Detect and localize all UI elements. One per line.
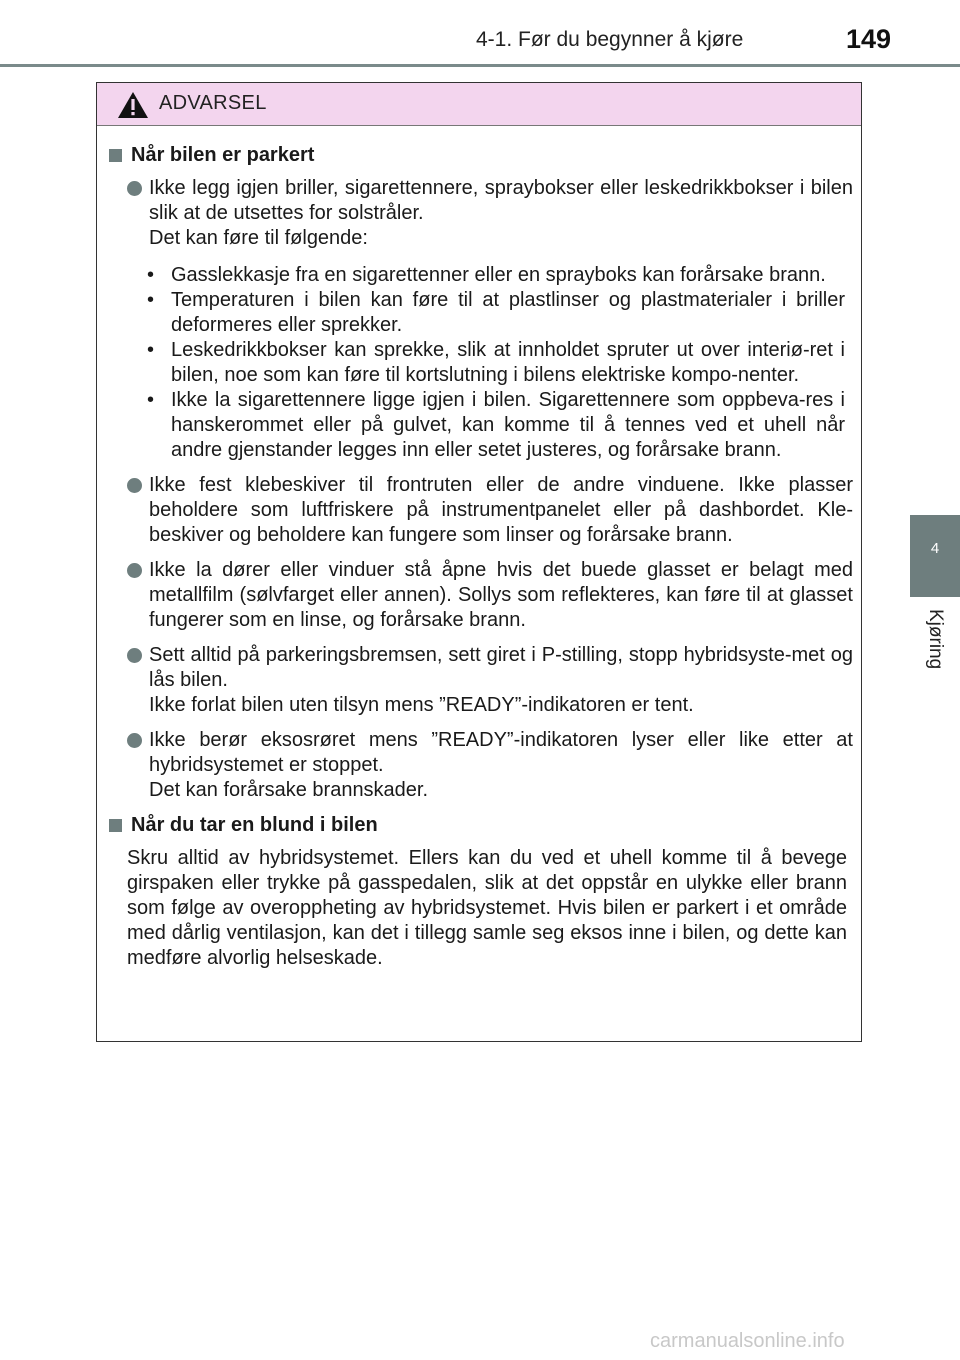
circle-bullet-icon: [127, 733, 142, 748]
chapter-number: 4: [930, 540, 940, 557]
circle-bullet-icon: [127, 478, 142, 493]
bullet-dot-icon: •: [147, 339, 155, 361]
section-heading-parked: [105, 143, 853, 168]
item-text: Det kan føre til følgende:: [149, 227, 368, 249]
square-bullet-icon: [109, 149, 122, 162]
sub-bullet-text: Gasslekkasje fra en sigarettenner eller en sprayboks kan forårsake brann.: [171, 264, 826, 286]
item-text: Det kan forårsake brannskader.: [149, 779, 429, 801]
bullet-dot-icon: •: [147, 289, 155, 311]
sub-bullet-list: [127, 263, 853, 463]
list-item: [105, 176, 853, 463]
bullet-dot-icon: •: [147, 264, 155, 286]
chapter-label: Kjøring: [925, 609, 946, 670]
page-number: 149: [846, 24, 892, 54]
warning-box: [96, 82, 862, 1042]
bullet-dot-icon: •: [147, 389, 155, 411]
section-text: Skru alltid av hybridsystemet. Ellers kan du ved et uhell komme til å bevege girspaken eller trykke på gasspedalen, slik at det oppstår en ulykke eller brann som følge av overoppheting av hybridsystemet. Hvis bilen er parkert i et område med dårlig ventilasjon, kan det i tillegg samle seg eksos inne i bilen, og dette kan medføre alvorlig helseskade.: [127, 847, 847, 969]
list-item: [105, 728, 853, 803]
item-text: Ikke la dører eller vinduer stå åpne hvis det buede glasset er belagt med metallfilm (sølvfarget eller annen). Sollys som reflekteres, kan føre til at glasset fungerer som en linse, og forårsake brann.: [149, 559, 853, 631]
circle-bullet-icon: [127, 563, 142, 578]
circle-bullet-icon: [127, 648, 142, 663]
section-heading-text: Når du tar en blund i bilen: [131, 814, 378, 836]
square-bullet-icon: [109, 819, 122, 832]
list-item: [105, 558, 853, 633]
list-item: [105, 473, 853, 548]
chapter-label-container: [910, 597, 960, 697]
sub-bullet-item: [127, 338, 853, 388]
sub-bullet-item: [127, 288, 853, 338]
item-text: Ikke legg igjen briller, sigarettennere, spraybokser eller leskedrikkbokser i bilen slik at de utsettes for solstråler.: [149, 177, 853, 224]
warning-triangle-icon: [117, 91, 149, 119]
section-title: 4-1. Før du begynner å kjøre: [476, 28, 744, 51]
item-text: Ikke berør eksosrøret mens ”READY”-indikatoren lyser eller like etter at hybridsystemet er stoppet.: [149, 729, 853, 776]
sub-bullet-text: Leskedrikkbokser kan sprekke, slik at innholdet spruter ut over interiø-ret i bilen, noe som kan føre til kortslutning i bilens elektriske kompo-nenter.: [171, 339, 845, 386]
section-heading-text: Når bilen er parkert: [131, 144, 315, 166]
item-text: Ikke forlat bilen uten tilsyn mens ”READY”-indikatoren er tent.: [149, 694, 694, 716]
item-text: Sett alltid på parkeringsbremsen, sett giret i P-stilling, stopp hybridsyste-met og lås bilen.: [149, 644, 853, 691]
circle-bullet-icon: [127, 181, 142, 196]
sub-bullet-text: Ikke la sigarettennere ligge igjen i bilen. Sigarettennere som oppbeva-res i hanskerommet eller på gulvet, kan komme til å tennes ved et uhell når andre gjenstander legges inn eller setet justeres, og forårsake brann.: [171, 389, 845, 461]
section-heading-nap: [105, 813, 853, 838]
watermark: carmanualsonline.info: [650, 1330, 845, 1352]
list-item: [105, 643, 853, 718]
sub-bullet-text: Temperaturen i bilen kan føre til at plastlinser og plastmaterialer i briller deformeres eller sprekker.: [171, 289, 845, 336]
warning-body: [97, 143, 861, 971]
header-divider: [0, 64, 960, 67]
item-text: Ikke fest klebeskiver til frontruten eller de andre vinduene. Ikke plasser beholdere som luftfriskere på instrumentpanelet eller på dashbordet. Kle-beskiver og beholdere kan fungere som linser og forårsake brann.: [149, 474, 853, 546]
sub-bullet-item: [127, 263, 853, 288]
warning-header: [97, 83, 861, 126]
warning-title: ADVARSEL: [159, 92, 267, 114]
sub-bullet-item: [127, 388, 853, 463]
